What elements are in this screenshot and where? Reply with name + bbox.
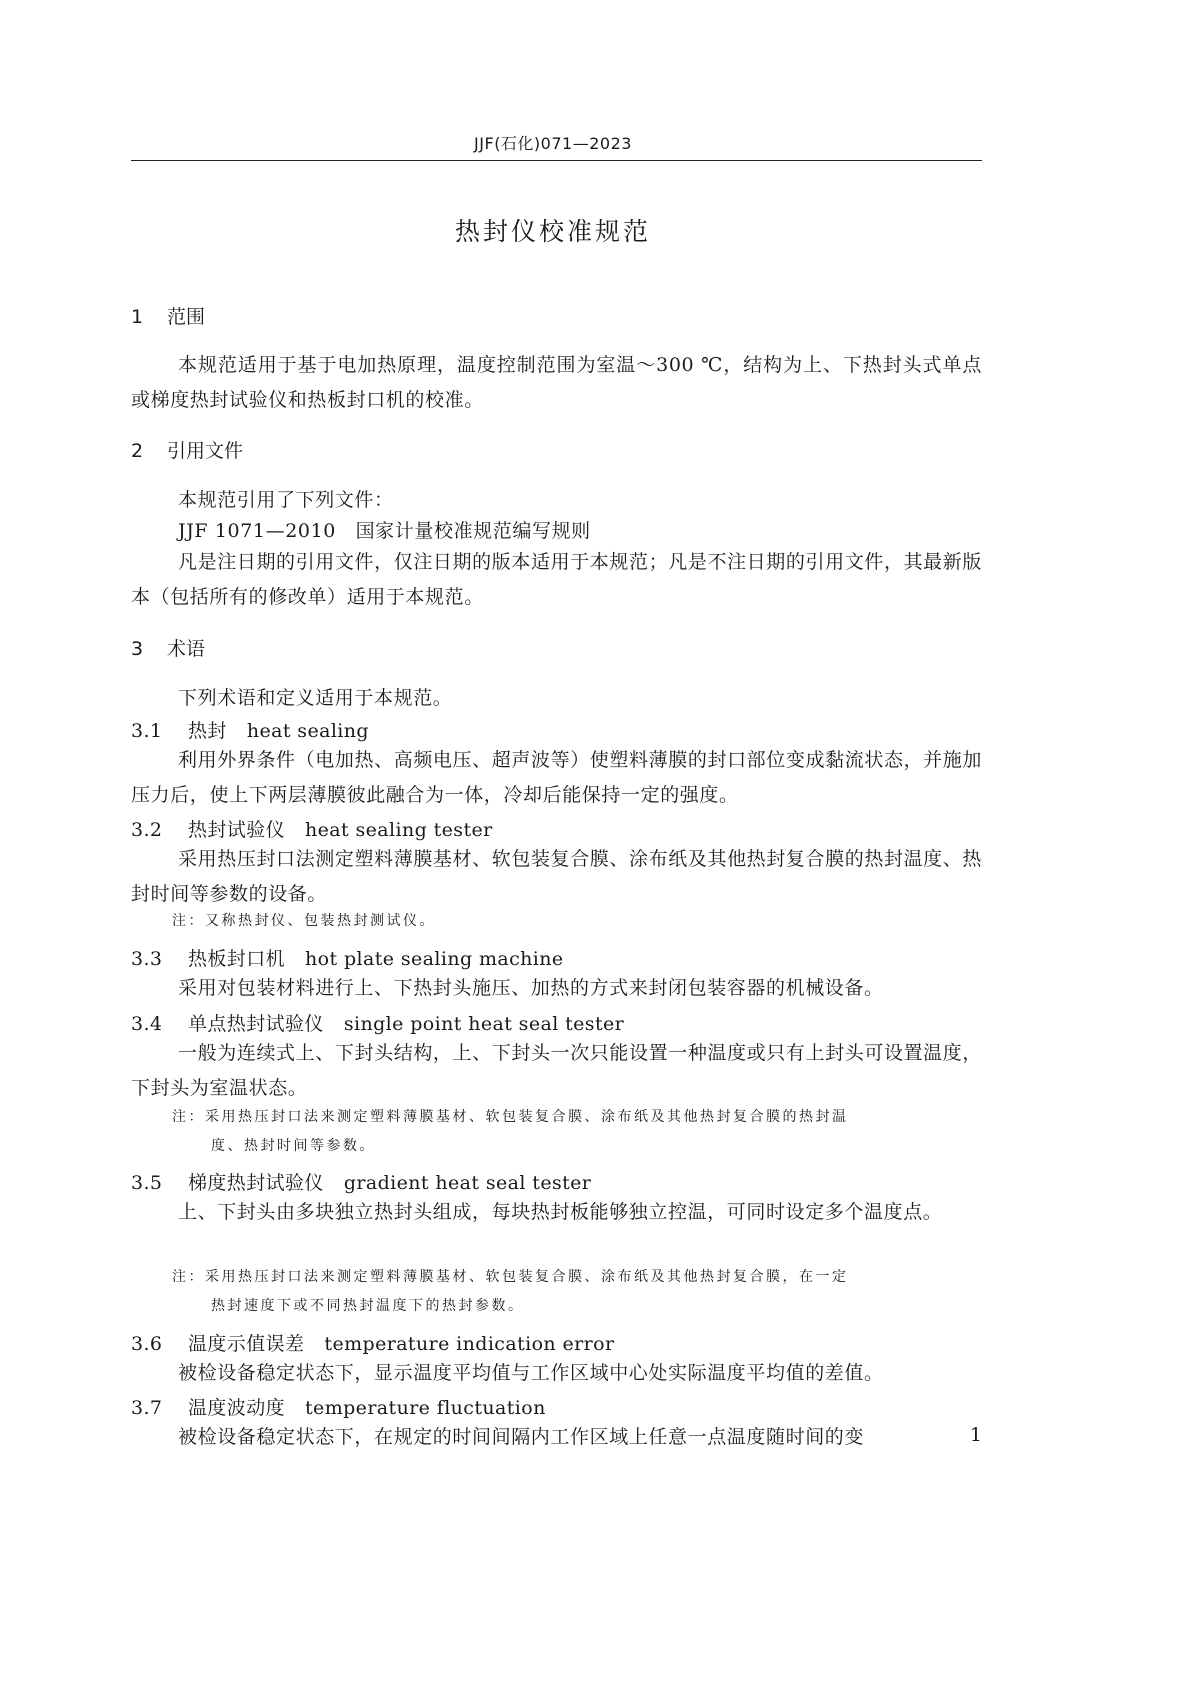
section-2-intro: 本规范引用了下列文件： xyxy=(178,489,394,511)
term-en: hot plate sealing machine xyxy=(305,948,564,970)
term-number: 3.3 xyxy=(131,948,163,970)
term-zh: 热封试验仪 xyxy=(188,819,286,841)
term-3-2 xyxy=(131,815,493,842)
term-3-7 xyxy=(131,1393,546,1420)
term-3-6-definition: 被检设备稳定状态下，显示温度平均值与工作区域中心处实际温度平均值的差值。 xyxy=(178,1362,884,1384)
term-number: 3.7 xyxy=(131,1397,163,1419)
note-line: 热封速度下或不同热封温度下的热封参数。 xyxy=(211,1298,525,1314)
section-1-heading xyxy=(131,302,205,329)
section-title: 范围 xyxy=(167,306,206,328)
term-3-7-definition: 被检设备稳定状态下，在规定的时间间隔内工作区域上任意一点温度随时间的变 xyxy=(178,1426,865,1448)
term-zh: 热板封口机 xyxy=(188,948,286,970)
standard-number: JJF(石化)071—2023 xyxy=(474,134,632,153)
term-3-5 xyxy=(131,1168,591,1195)
term-en: temperature indication error xyxy=(324,1333,615,1355)
term-number: 3.4 xyxy=(131,1013,163,1035)
term-en: single point heat seal tester xyxy=(343,1013,625,1035)
section-2-heading xyxy=(131,436,243,463)
section-title: 引用文件 xyxy=(167,440,244,462)
section-number: 3 xyxy=(131,638,144,660)
term-zh: 单点热封试验仪 xyxy=(188,1013,324,1035)
term-zh: 温度波动度 xyxy=(188,1397,286,1419)
term-3-6 xyxy=(131,1329,614,1356)
term-en: temperature fluctuation xyxy=(305,1397,546,1419)
section-number: 1 xyxy=(131,306,144,328)
term-3-3-definition: 采用对包装材料进行上、下热封头施压、加热的方式来封闭包装容器的机械设备。 xyxy=(178,977,884,999)
term-number: 3.5 xyxy=(131,1172,163,1194)
term-3-1 xyxy=(131,716,369,743)
term-3-4-definition: 一般为连续式上、下封头结构，上、下封头一次只能设置一种温度或只有上封头可设置温度，下封头为室温状态。 xyxy=(131,1042,982,1099)
term-en: heat sealing xyxy=(246,720,369,742)
term-3-4-note xyxy=(172,1103,982,1161)
term-number: 3.6 xyxy=(131,1333,163,1355)
section-1-paragraph: 本规范适用于基于电加热原理，温度控制范围为室温～300 ℃，结构为上、下热封头式单点或梯度热封试验仪和热板封口机的校准。 xyxy=(131,354,982,411)
term-3-4 xyxy=(131,1009,624,1036)
section-3-heading xyxy=(131,634,205,661)
normative-reference: JJF 1071—2010 国家计量校准规范编写规则 xyxy=(178,520,591,542)
section-3-intro: 下列术语和定义适用于本规范。 xyxy=(178,687,453,709)
term-3-2-note: 注：又称热封仪、包装热封测试仪。 xyxy=(172,913,436,929)
term-number: 3.2 xyxy=(131,819,163,841)
header-rule xyxy=(131,160,982,161)
term-zh: 热封 xyxy=(188,720,227,742)
term-3-2-definition: 采用热压封口法测定塑料薄膜基材、软包装复合膜、涂布纸及其他热封复合膜的热封温度、热封时间等参数的设备。 xyxy=(131,848,982,905)
term-zh: 温度示值误差 xyxy=(188,1333,305,1355)
term-number: 3.1 xyxy=(131,720,163,742)
page-title: 热封仪校准规范 xyxy=(454,217,651,246)
term-3-5-definition: 上、下封头由多块独立热封头组成，每块热封板能够独立控温，可同时设定多个温度点。 xyxy=(178,1201,943,1223)
term-3-1-definition: 利用外界条件（电加热、高频电压、超声波等）使塑料薄膜的封口部位变成黏流状态，并施加压力后，使上下两层薄膜彼此融合为一体，冷却后能保持一定的强度。 xyxy=(131,749,982,806)
note-line: 注：采用热压封口法来测定塑料薄膜基材、软包装复合膜、涂布纸及其他热封复合膜，在一定 xyxy=(172,1269,849,1285)
note-line: 度、热封时间等参数。 xyxy=(211,1138,376,1154)
term-en: gradient heat seal tester xyxy=(343,1172,592,1194)
note-line: 注：采用热压封口法来测定塑料薄膜基材、软包装复合膜、涂布纸及其他热封复合膜的热封温 xyxy=(172,1109,849,1125)
section-title: 术语 xyxy=(167,638,206,660)
section-2-paragraph: 凡是注日期的引用文件，仅注日期的版本适用于本规范；凡是不注日期的引用文件，其最新版本（包括所有的修改单）适用于本规范。 xyxy=(131,551,982,608)
term-3-3 xyxy=(131,944,564,971)
section-number: 2 xyxy=(131,440,144,462)
term-zh: 梯度热封试验仪 xyxy=(188,1172,324,1194)
page-number: 1 xyxy=(969,1424,982,1446)
term-en: heat sealing tester xyxy=(305,819,493,841)
term-3-5-note xyxy=(172,1263,982,1321)
